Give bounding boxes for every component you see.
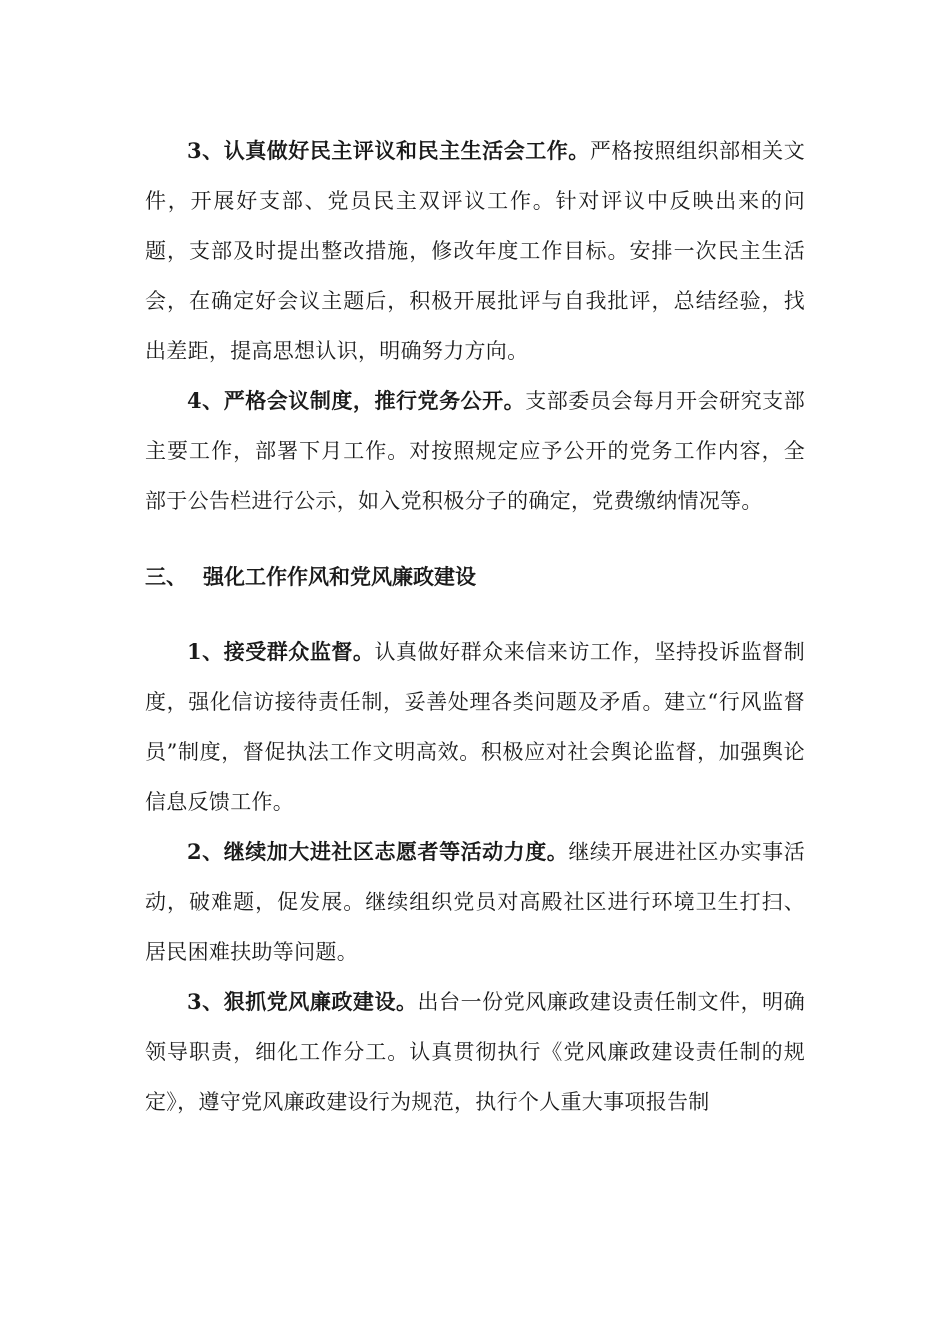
paragraph-public-supervision (145, 627, 805, 827)
paragraph-community-volunteer (145, 827, 805, 977)
paragraph-body: 严格按照组织部相关文件，开展好支部、党员民主双评议工作。针对评议中反映出来的问题，支部及时提出整改措施，修改年度工作目标。安排一次民主生活会，在确定好会议主题后，积极开展批评与自我批评，总结经验，找出差距，提高思想认识，明确努力方向。 (145, 139, 806, 363)
section-title: 强化工作作风和党风廉政建设 (203, 565, 476, 589)
paragraph-lead: 3、狠抓党风廉政建设。 (187, 989, 418, 1014)
paragraph-lead: 3、认真做好民主评议和民主生活会工作。 (187, 138, 590, 163)
paragraph-body: 出台一份党风廉政建设责任制文件，明确领导职责，细化工作分工。认真贯彻执行《党风廉政建设责任制的规定》，遵守党风廉政建设行为规范，执行个人重大事项报告制 (145, 990, 805, 1114)
paragraph-democratic-review (145, 126, 805, 376)
paragraph-body: 继续开展进社区办实事活动，破难题，促发展。继续组织党员对高殿社区进行环境卫生打扫、居民困难扶助等问题。 (145, 840, 805, 964)
paragraph-lead: 4、严格会议制度，推行党务公开。 (187, 388, 526, 413)
paragraph-meeting-system (145, 376, 805, 526)
paragraph-body: 支部委员会每月开会研究支部主要工作，部署下月工作。对按照规定应予公开的党务工作内容，全部于公告栏进行公示，如入党积极分子的确定，党费缴纳情况等。 (145, 389, 805, 513)
paragraph-lead: 2、继续加大进社区志愿者等活动力度。 (187, 839, 569, 864)
section-number: 三、 (145, 565, 187, 589)
paragraph-lead: 1、接受群众监督。 (187, 639, 375, 664)
paragraph-body: 认真做好群众来信来访工作，坚持投诉监督制度，强化信访接待责任制，妥善处理各类问题及矛盾。建立“行风监督员”制度，督促执法工作文明高效。积极应对社会舆论监督，加强舆论信息反馈工作。 (145, 640, 806, 814)
section-heading (145, 552, 805, 602)
paragraph-integrity-building (145, 977, 805, 1127)
